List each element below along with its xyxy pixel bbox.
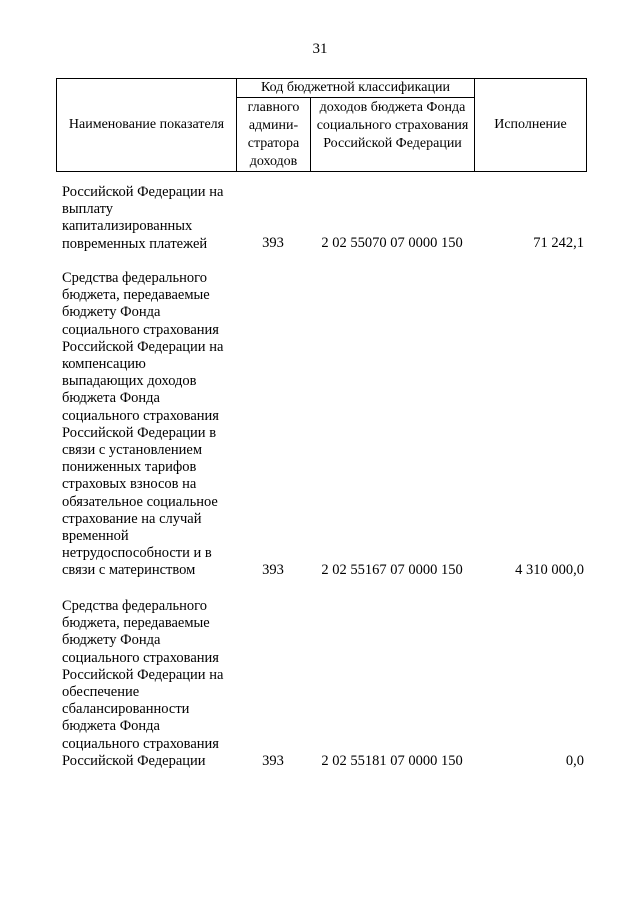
- admin-code: 393: [262, 753, 284, 769]
- admin-code: 393: [262, 235, 284, 251]
- header-table: [56, 78, 587, 172]
- revenue-code: 2 02 55181 07 0000 150: [321, 753, 463, 769]
- page-number: 31: [312, 41, 328, 57]
- indicator-name: Средства федерального бюджета, передаваемые бюджету Фонда социального страхования Российской Федерации на компенсацию выпадающих доходов бюджета Фонда социального страхования Российской Федерации в связи с установлением пониженных тарифов страховых взносов на обязательное социальное страхование на случай временной нетрудоспособности и в связи с материнством: [62, 270, 224, 579]
- execution-value: 71 242,1: [533, 235, 584, 251]
- admin-code: 393: [262, 562, 284, 578]
- header-execution-column: Исполнение: [475, 79, 587, 172]
- header-code-group: Код бюджетной классификации: [237, 79, 475, 98]
- revenue-code: 2 02 55070 07 0000 150: [321, 235, 463, 251]
- indicator-name: Российской Федерации на выплату капитализированных повременных платежей: [62, 184, 224, 252]
- indicator-name: Средства федерального бюджета, передаваемые бюджету Фонда социального страхования Российской Федерации на обеспечение сбалансированности бюджета Фонда социального страхования Российской Федерации: [62, 598, 224, 769]
- header-name-column: Наименование показателя: [57, 79, 237, 172]
- revenue-code: 2 02 55167 07 0000 150: [321, 562, 463, 578]
- execution-value: 0,0: [565, 753, 584, 769]
- header-revenue-column: доходов бюджета Фонда социального страхования Российской Федерации: [311, 98, 475, 172]
- header-admin-column: главного админи-стратора доходов: [237, 98, 311, 172]
- execution-value: 4 310 000,0: [515, 562, 584, 578]
